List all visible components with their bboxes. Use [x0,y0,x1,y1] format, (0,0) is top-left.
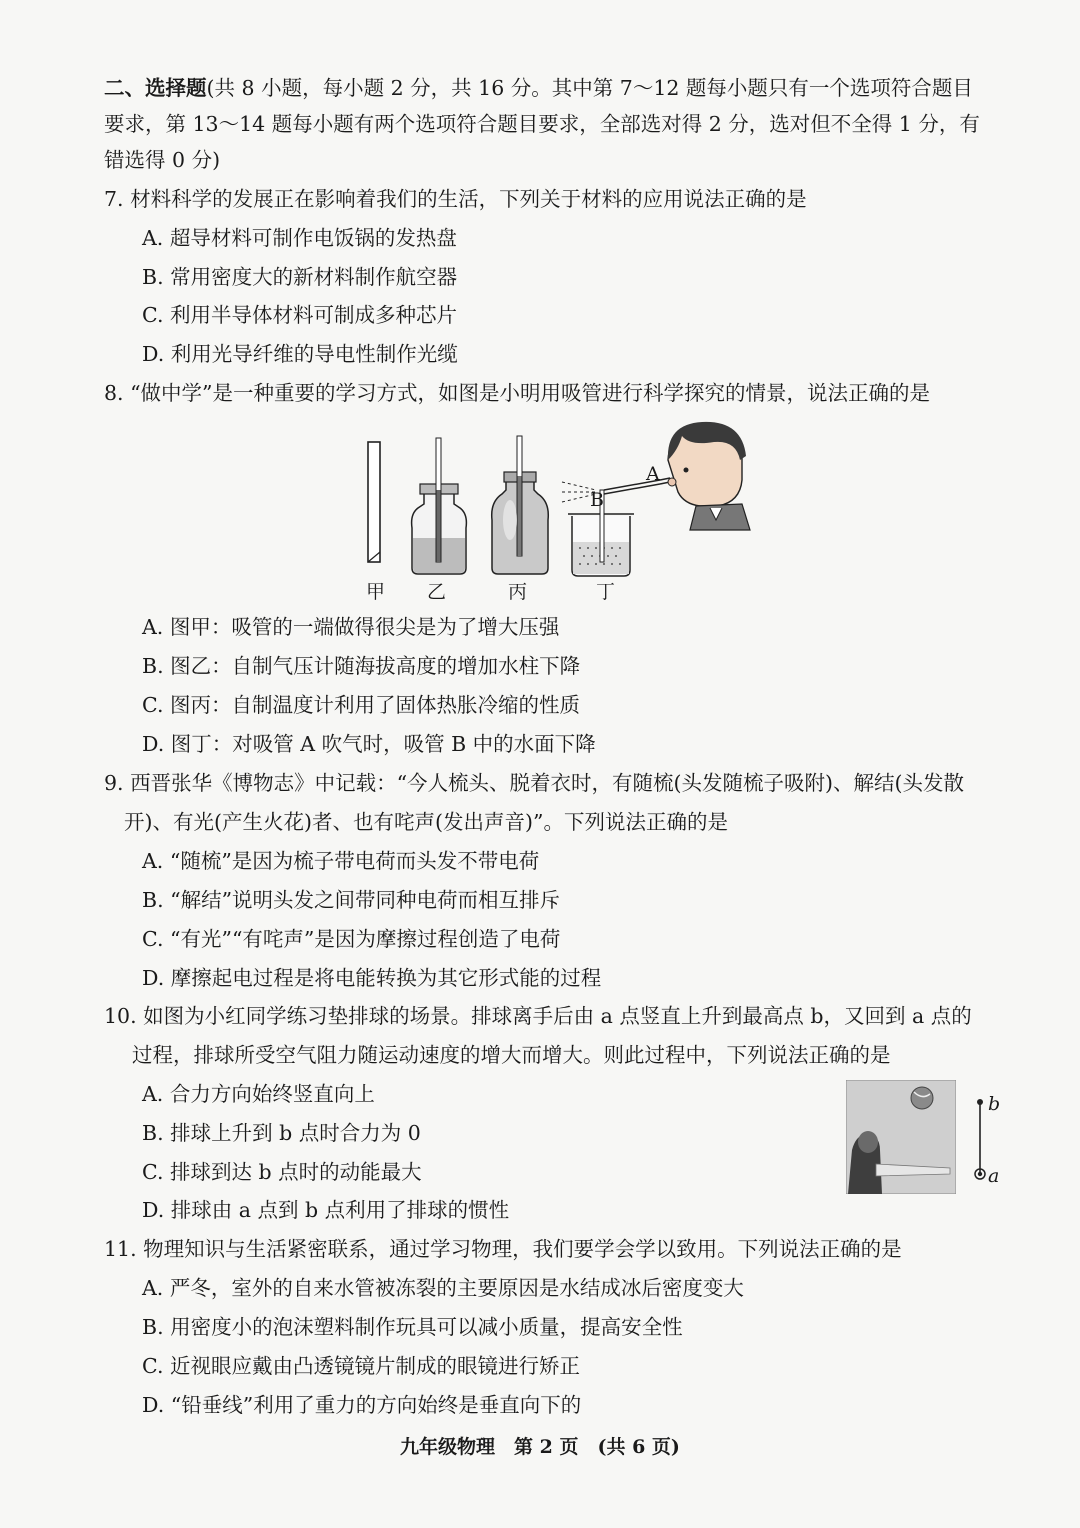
q8-stem: 8. “做中学”是一种重要的学习方式，如图是小明用吸管进行科学探究的情景，说法正确的是 [104,381,931,405]
page-footer: 九年级物理 第 2 页 (共 6 页) [400,1436,680,1458]
q9-option-d: D. 摩擦起电过程是将电能转换为其它形式能的过程 [142,966,602,990]
q8-label-ding: 丁 [596,581,616,603]
q7-option-a: A. 超导材料可制作电饭锅的发热盘 [142,226,457,250]
q10-option-b: B. 排球上升到 b 点时合力为 0 [142,1121,421,1145]
section-intro-line1 [104,74,973,102]
q7-option-b: B. 常用密度大的新材料制作航空器 [142,265,458,289]
q8-label-jia: 甲 [366,581,386,603]
q10-volleyball-photo [846,1080,956,1194]
q8-label-straw-b: B [590,489,604,511]
straw-jia-drawing [368,442,380,562]
q10-label-a: a [988,1165,1000,1187]
thermometer-bing-drawing [492,436,549,574]
barometer-yi-drawing [412,438,467,574]
q8-option-d: D. 图丁：对吸管 A 吹气时，吸管 B 中的水面下降 [142,732,596,756]
q9-option-c: C. “有光”“有咤声”是因为摩擦过程创造了电荷 [142,927,561,951]
q7-option-d: D. 利用光导纤维的导电性制作光缆 [142,342,458,366]
q8-label-straw-a: A [646,463,660,485]
q10-option-d: D. 排球由 a 点到 b 点利用了排球的惯性 [142,1198,510,1222]
q11-option-d: D. “铅垂线”利用了重力的方向始终是垂直向下的 [142,1393,582,1417]
q10-label-b: b [988,1093,1001,1115]
section-title: 二、选择题 [104,76,207,100]
q10-stem-line1: 10. 如图为小红同学练习垫排球的场景。排球离手后由 a 点竖直上升到最高点 b，又回到 a 点的 [104,1004,972,1028]
q9-stem-line2: 开)、有光(产生火花)者、也有咤声(发出声音)”。下列说法正确的是 [124,810,728,834]
q9-option-a: A. “随梳”是因为梳子带电荷而头发不带电荷 [142,849,540,873]
q9-option-b: B. “解结”说明头发之间带同种电荷而相互排斥 [142,888,561,912]
q10-option-c: C. 排球到达 b 点时的动能最大 [142,1160,422,1184]
q8-label-yi: 乙 [427,581,447,603]
q7-stem: 7. 材料科学的发展正在影响着我们的生活，下列关于材料的应用说法正确的是 [104,187,807,211]
q11-option-a: A. 严冬，室外的自来水管被冻裂的主要原因是水结成冰后密度变大 [142,1276,744,1300]
q7-option-c: C. 利用半导体材料可制成多种芯片 [142,303,457,327]
q8-option-b: B. 图乙：自制气压计随海拔高度的增加水柱下降 [142,654,581,678]
q11-stem: 11. 物理知识与生活紧密联系，通过学习物理，我们要学会学以致用。下列说法正确的是 [104,1237,902,1261]
q11-option-c: C. 近视眼应戴由凸透镜镜片制成的眼镜进行矫正 [142,1354,580,1378]
q8-label-bing: 丙 [508,581,528,603]
boy-head-drawing [668,422,750,530]
q9-stem-line1: 9. 西晋张华《博物志》中记载：“今人梳头、脱着衣时，有随梳(头发随梳子吸附)、解结(头发散 [104,771,965,795]
beaker-ding-drawing [562,478,670,576]
q8-option-a: A. 图甲：吸管的一端做得很尖是为了增大压强 [142,615,560,639]
q10-option-a: A. 合力方向始终竖直向上 [142,1082,375,1106]
q8-option-c: C. 图丙：自制温度计利用了固体热胀冷缩的性质 [142,693,580,717]
section-intro-line2: 要求，第 13～14 题每小题有两个选项符合题目要求，全部选对得 2 分，选对但不全得 1 分，有 [104,112,980,136]
q11-option-b: B. 用密度小的泡沫塑料制作玩具可以减小质量，提高安全性 [142,1315,683,1339]
section-intro-text: (共 8 小题，每小题 2 分，共 16 分。其中第 7～12 题每小题只有一个选项符合题目 [206,76,973,100]
section-intro-line3: 错选得 0 分) [104,148,221,172]
q10-stem-line2: 过程，排球所受空气阻力随运动速度的增大而增大。则此过程中，下列说法正确的是 [132,1043,891,1067]
q8-straw-figure [350,420,770,580]
